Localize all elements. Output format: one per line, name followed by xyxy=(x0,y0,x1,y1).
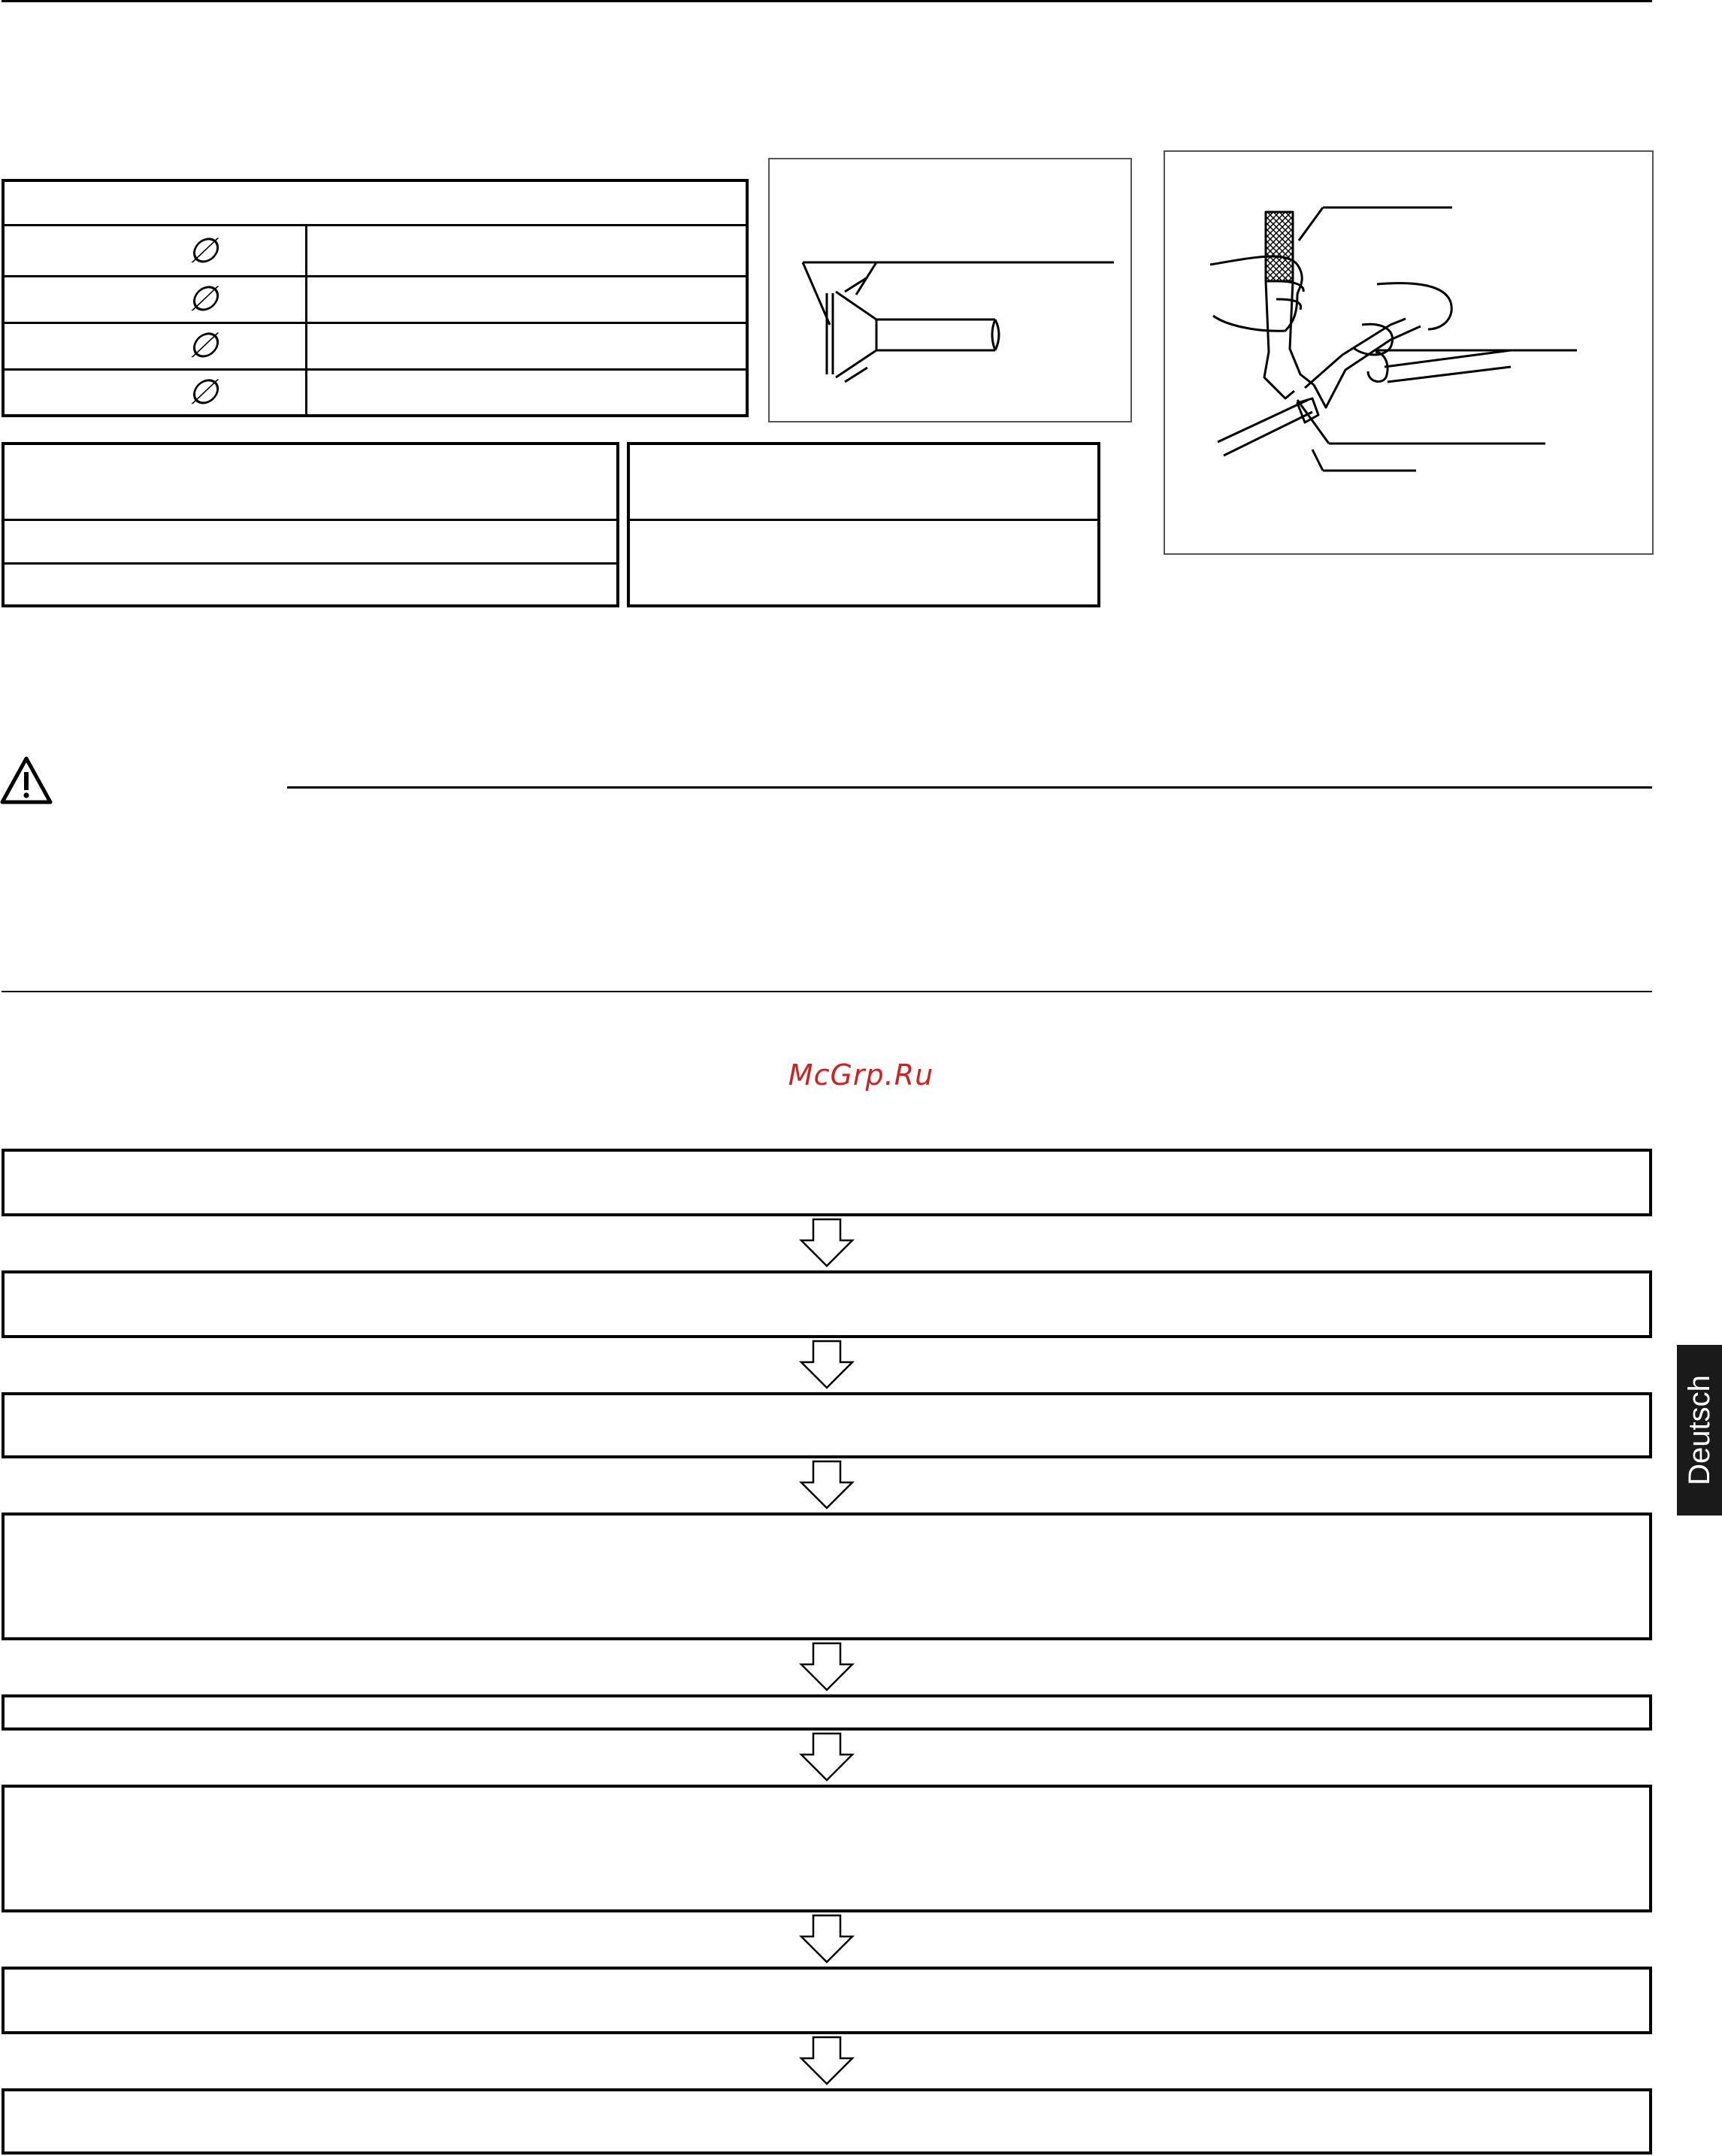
warning-triangle-icon xyxy=(0,756,53,805)
down-arrow-icon xyxy=(798,1218,855,1267)
wrench-figure xyxy=(1164,150,1654,555)
watermark: McGrp.Ru xyxy=(788,1058,934,1092)
down-arrow-icon xyxy=(798,1732,855,1782)
diameter-symbol: ∅ xyxy=(188,230,219,271)
pipe-size-table xyxy=(2,179,749,417)
section-divider xyxy=(2,991,1652,992)
diameter-symbol: ∅ xyxy=(188,325,219,365)
torque-table-right xyxy=(627,442,1100,607)
flow-step-2 xyxy=(2,1270,1652,1338)
flow-step-4 xyxy=(2,1513,1652,1640)
flow-step-7 xyxy=(2,1967,1652,2034)
language-tab-label: Deutsch xyxy=(1682,1375,1716,1485)
down-arrow-icon xyxy=(798,1642,855,1691)
torque-table-left xyxy=(2,442,619,607)
flared-pipe-illustration xyxy=(770,159,1133,424)
down-arrow-icon xyxy=(798,2036,855,2085)
flow-step-6 xyxy=(2,1785,1652,1912)
flare-figure xyxy=(768,158,1132,422)
top-rule xyxy=(2,0,1652,2)
flow-step-5 xyxy=(2,1694,1652,1731)
down-arrow-icon xyxy=(798,1460,855,1510)
warning-rule xyxy=(287,786,1652,789)
flow-step-3 xyxy=(2,1392,1652,1458)
two-wrench-illustration xyxy=(1165,152,1655,556)
diameter-symbol: ∅ xyxy=(188,278,219,319)
diameter-symbol: ∅ xyxy=(188,371,219,412)
down-arrow-icon xyxy=(798,1340,855,1389)
down-arrow-icon xyxy=(798,1914,855,1964)
flow-step-8 xyxy=(2,2088,1652,2154)
flow-step-1 xyxy=(2,1149,1652,1216)
language-tab[interactable] xyxy=(1677,1345,1722,1516)
